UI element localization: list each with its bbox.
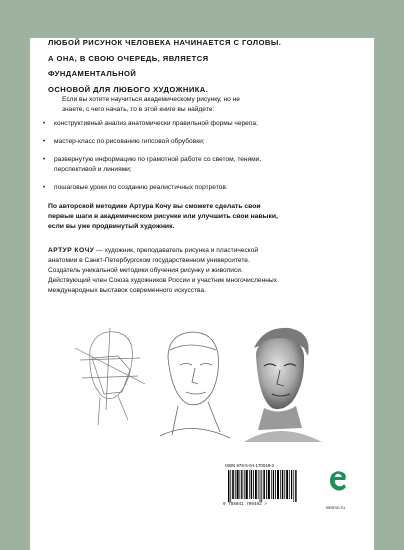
list-item: • пошаговые уроки по созданию реалистичных портретов.	[43, 183, 273, 193]
shaded-portrait-illustration	[234, 320, 324, 445]
author-bio	[48, 246, 280, 296]
barcode-digits: 9 785041 700492 >	[223, 502, 267, 507]
list-item: • конструктивный анализ анатомически правильной формы черепа;	[43, 119, 273, 129]
construction-sketch-illustration	[70, 320, 150, 440]
features-list	[43, 119, 273, 201]
intro-paragraph: Если вы хотите научиться академическому рисунку, но не знаете, с чего начать, то в этой книге вы найдете:	[62, 96, 240, 113]
headline	[48, 35, 288, 97]
line-head-sketch-illustration	[150, 320, 235, 440]
headline-line-2: А ОНА, В СВОЮ ОЧЕРЕДЬ, ЯВЛЯЕТСЯ ФУНДАМЕНТАЛЬНОЙ	[48, 53, 209, 78]
publisher-site: eksmo.ru	[326, 505, 345, 510]
method-paragraph: По авторской методике Артура Кочу вы сможете сделать свои первые шаги в академическом рисунке или улучшить свои навыки, если вы уже продвинутый художник.	[48, 203, 278, 230]
eksmo-logo-icon	[328, 470, 348, 494]
headline-line-1: ЛЮБОЙ РИСУНОК ЧЕЛОВЕКА НАЧИНАЕТСЯ С ГОЛОВЫ.	[48, 38, 282, 47]
author-bio-text: — художник, преподаватель рисунка и пластической анатомии в Санкт-Петербургском государственном университете. Создатель уникальной методики обучения рисунку и живописи. Действующий член Союза художников России и участник многочисленных международных выставок современного искусства.	[48, 247, 277, 294]
author-name: АРТУР КОЧУ	[48, 247, 95, 254]
list-item: • развернутую информацию по грамотной работе со светом, тенями, перспективой и линиями;	[43, 155, 273, 174]
barcode-bars-icon	[228, 470, 298, 502]
headline-line-3: ОСНОВОЙ ДЛЯ ЛЮБОГО ХУДОЖНИКА.	[48, 84, 209, 94]
barcode-block	[220, 462, 302, 510]
isbn-label: ISBN 978-5-04-170049-2	[225, 463, 275, 468]
list-item: • мастер-класс по рисованию гипсовой обрубовки;	[43, 137, 273, 147]
